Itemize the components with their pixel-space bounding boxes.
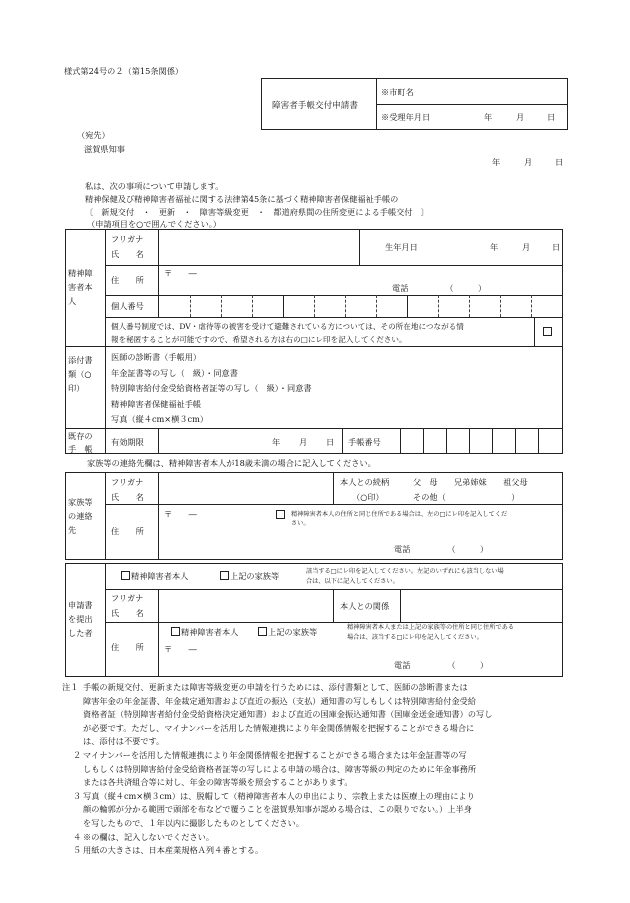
attachments-section-label: 添付書 類（○ 印） <box>68 355 93 393</box>
attachment-item: 精神障害者保健福祉手帳 <box>111 398 202 409</box>
submitter-phone[interactable]: 電話 （ ） <box>394 660 489 670</box>
addressee-label: （宛先） <box>77 130 110 140</box>
my-number-label: 個人番号 <box>111 301 144 311</box>
submitter-section-label: 申請書 を提出 した者 <box>68 600 93 638</box>
family-note: 家族等の連絡先欄は、精神障害者本人が18歳未満の場合に記入してください。 <box>87 458 376 468</box>
submitter-choice-note-2: 合は、以下に記入してください。 <box>306 578 399 585</box>
received-month: 月 <box>516 112 525 122</box>
validity-month: 月 <box>299 437 308 447</box>
family-postal[interactable]: 〒 ― <box>164 509 197 519</box>
intro-line1: 私は、次の事項について申請します。 <box>85 181 224 191</box>
family-name-label: 氏 名 <box>111 492 144 502</box>
submitter-addr-note-1: 精神障害者本人または上記の家族等の住所と同じ住所である <box>347 624 515 631</box>
dob-label: 生年月日 <box>385 242 418 252</box>
attachment-item: 特別障害給付金受給資格者証等の写し（ 級）・同意書 <box>111 383 312 394</box>
dob-day: 日 <box>552 242 561 252</box>
received-year: 年 <box>484 112 493 122</box>
form-id: 様式第24号の２（第15条関係） <box>64 66 184 76</box>
applicant-phone[interactable]: 電話 （ ） <box>392 283 487 293</box>
dob-month: 月 <box>522 242 531 252</box>
family-address-label: 住 所 <box>111 526 144 536</box>
application-type-options[interactable]: 〔 新規交付 ・ 更新 ・ 障害等級変更 ・ 都道府県間の住所変更による手帳交付 〕 <box>85 207 429 217</box>
submitter-addr-family[interactable]: 上記の家族等 <box>258 627 317 638</box>
validity-label: 有効期限 <box>111 437 144 447</box>
date-day: 日 <box>555 157 564 167</box>
family-relation-label: 本人との続柄 <box>340 477 390 487</box>
handbook-number-label: 手帳番号 <box>348 437 381 447</box>
submitter-address-label: 住 所 <box>111 642 144 652</box>
date-year: 年 <box>492 157 501 167</box>
submitter-relation-label: 本人との関係 <box>340 601 390 611</box>
validity-year: 年 <box>272 437 281 447</box>
submitter-postal[interactable]: 〒 ― <box>164 644 197 654</box>
intro-note: （申請項目を○で囲んでください。） <box>87 219 222 229</box>
family-furigana-label: フリガナ <box>111 477 144 487</box>
family-same-address-checkbox[interactable] <box>276 510 286 520</box>
attachment-item: 医師の診断書（手帳用） <box>111 352 202 362</box>
my-number-note-1: 個人番号制度では、DV・虐待等の被害を受けて避難されている方については、その所在地につながる情 <box>111 322 464 331</box>
dob-year: 年 <box>490 242 499 252</box>
applicant-furigana-label: フリガナ <box>111 234 144 244</box>
received-date-label: ※受理年月日 <box>381 112 431 122</box>
addressee-name: 滋賀県知事 <box>84 144 125 154</box>
validity-day: 日 <box>326 437 335 447</box>
applicant-postal[interactable]: 〒 ― <box>164 268 197 278</box>
submitter-choice-family[interactable]: 上記の家族等 <box>220 571 279 582</box>
family-relation-note: （○印） <box>352 492 384 502</box>
family-relation-options[interactable]: 父 母 兄弟姉妹 祖父母 <box>413 477 528 487</box>
submitter-choice-note-1: 該当する□にレ印を記入してください。左記のいずれにも該当しない場 <box>306 568 504 575</box>
submitter-choice-self[interactable]: 精神障害者本人 <box>121 571 188 582</box>
applicant-name-label: 氏 名 <box>111 249 144 259</box>
family-same-address-note-2: さい。 <box>291 520 310 527</box>
form-title: 障害者手帳交付申請書 <box>272 101 358 111</box>
notes: 注１ 手帳の新規交付、更新または障害等級変更の申請を行うためには、添付書類として、医師の診断書または 障害年金の年金証書、年金裁定通知書および直近の振込（支払）通知書の写しもしくは特別障害給付金受給 資格者証（特別障害者給付金受給資格決定通知書）および直近の国庫金振込通知書（国庫金送金通知書）の写し が必要です。ただし、マイナンバーを活用した情報連携により年金関係情報を把握することができる場合に は、添付は不要です。 ２ マイナンバーを活用した情報連携により年金関係情報を把握することができる場合または年金証書等の写 しもしくは特別障害給付金受給資格者証等の写しによる申請の場合は、障害等級の判定のために年金事務所 または各共済組合等に対し、年金の障害等級を照会することがあります。 ３ 写真（縦４cm×横３cm）は、脱帽して（精神障害者本人の申出により、宗教上または医療上の理由により 顔の輪郭が分かる範囲で頭部を布などで覆うことを滋賀県知事が認める場合は、この限りでない。）上半身 を写したもので、１年以内に撮影したものとしてください。 ４ ※の欄は、記入しないでください。 ５ 用紙の大きさは、日本産業規格Ａ列４番とする。 <box>62 682 493 856</box>
family-relation-other[interactable]: その他（ ） <box>413 492 520 502</box>
attachment-item: 年金証書等の写し（ 級）・同意書 <box>111 367 238 378</box>
applicant-name-field[interactable] <box>164 232 354 262</box>
submitter-addr-note-2: 場合は、該当する□にレ印を記入してください。 <box>347 634 483 641</box>
dv-concealment-checkbox[interactable] <box>543 327 553 337</box>
intro-line2: 精神保健及び精神障害者福祉に関する法律第45条に基づく精神障害者保健福祉手帳の <box>85 194 399 204</box>
existing-handbook-label: 既存の 手 帳 <box>68 431 93 454</box>
my-number-note-2: 報を秘匿することが可能ですので、希望される方は右の□にレ印を記入してください。 <box>111 335 407 344</box>
submitter-furigana-label: フリガナ <box>111 593 144 603</box>
received-day: 日 <box>547 112 556 122</box>
family-phone[interactable]: 電話 （ ） <box>394 544 489 554</box>
family-section-label: 家族等 の連絡 先 <box>68 497 93 535</box>
city-label: ※市町名 <box>381 87 414 97</box>
attachment-item: 写真（縦４cm×横３cm） <box>111 414 209 425</box>
applicant-address-label: 住 所 <box>111 275 144 285</box>
date-month: 月 <box>524 157 533 167</box>
family-same-address-note-1: 精神障害者本人の住所と同じ住所である場合は、左の□にレ印を記入してくだ <box>291 511 508 518</box>
applicant-section-label: 精神障 害者本 人 <box>68 268 93 306</box>
attachments-list[interactable] <box>111 350 312 428</box>
submitter-addr-self[interactable]: 精神障害者本人 <box>171 627 238 638</box>
submitter-name-label: 氏 名 <box>111 608 144 618</box>
